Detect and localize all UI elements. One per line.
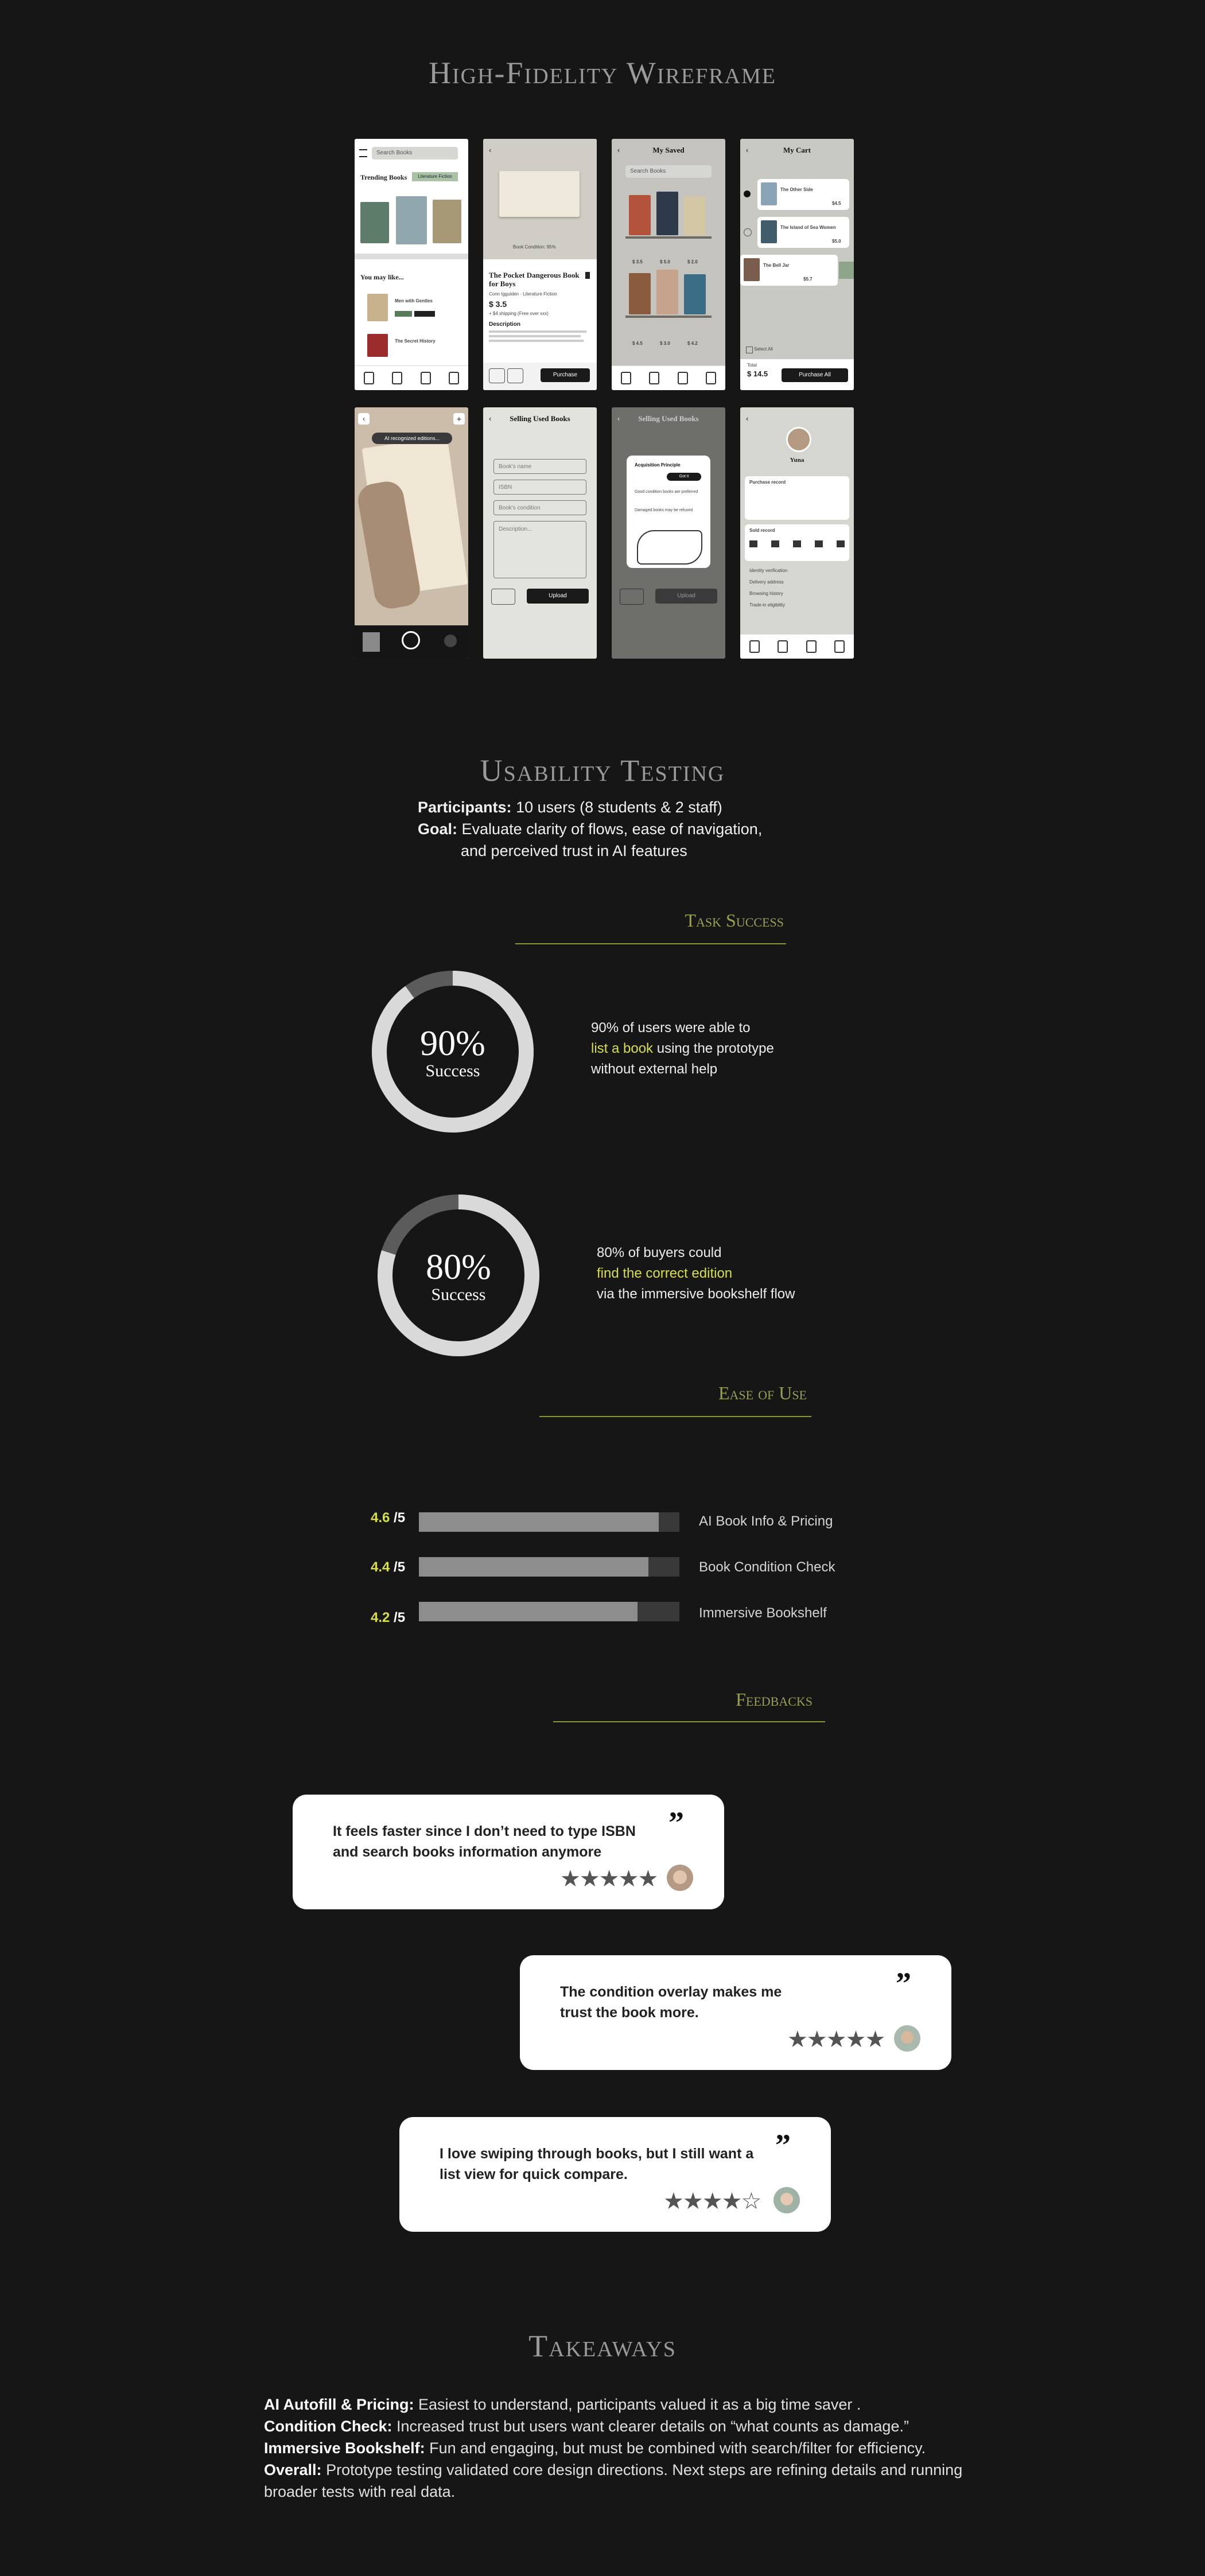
stat-2-text: 80% of buyers could find the correct edition via the immersive bookshelf flow	[597, 1245, 795, 1302]
rating-score: 4.4 /5	[371, 1559, 406, 1575]
book-photo	[499, 171, 580, 217]
saved-book[interactable]	[684, 274, 706, 314]
saved-book[interactable]	[629, 195, 651, 235]
delete-swipe-action[interactable]	[839, 262, 854, 279]
phone-detail	[483, 139, 597, 390]
ease-of-use-title: Ease of Use	[718, 1383, 807, 1403]
modal-title: Acquisition Principle	[635, 462, 681, 468]
chat-button[interactable]	[491, 589, 515, 605]
menu-item[interactable]: Delivery address	[749, 579, 784, 585]
phone-home	[355, 139, 468, 390]
rating-label: AI Book Info & Pricing	[699, 1513, 833, 1529]
participants-line: Participants: 10 users (8 students & 2 staff)	[418, 799, 722, 816]
ring-label: Success	[425, 1061, 480, 1080]
nav-me-icon[interactable]	[834, 640, 845, 653]
avatar[interactable]	[786, 427, 811, 452]
checkout-button[interactable]: Purchase All	[782, 368, 848, 382]
quote-icon: ”	[896, 1966, 911, 2001]
total-amount: $ 14.5	[747, 369, 768, 378]
switch-camera-icon[interactable]	[444, 635, 457, 647]
record-icon	[793, 540, 801, 547]
upload-button-disabled: Upload	[655, 589, 717, 604]
usability-title: Usability Testing	[480, 753, 725, 788]
record-icon	[815, 540, 823, 547]
star-rating: ★★★★★	[560, 1866, 658, 1892]
nav-saved-icon[interactable]	[678, 372, 688, 384]
back-icon[interactable]: ‹	[746, 414, 749, 423]
cart-checkbox[interactable]	[744, 228, 752, 236]
back-icon[interactable]: ‹	[617, 414, 620, 423]
saved-book[interactable]	[656, 270, 678, 314]
feedback-card	[520, 1955, 951, 2070]
saved-book[interactable]	[629, 273, 651, 314]
quote-icon: ”	[668, 1805, 684, 1840]
rating-bar-fill	[419, 1512, 659, 1532]
record-icon	[771, 540, 779, 547]
stat-1-text: 90% of users were able to list a book using the prototype without external help	[591, 1020, 774, 1077]
record-icon	[837, 540, 845, 547]
phone-camera	[355, 407, 468, 659]
rating-bar-fill	[419, 1602, 638, 1621]
bottom-nav	[612, 365, 725, 390]
nav-buy-icon[interactable]	[621, 372, 631, 384]
upload-button[interactable]: Upload	[527, 589, 589, 604]
gallery-thumbnail[interactable]	[363, 632, 380, 652]
phone-sell-modal	[612, 407, 725, 659]
back-icon[interactable]: ‹	[489, 414, 492, 423]
trending-heading: Trending Books	[360, 173, 407, 181]
cart-item-title: The Other Side	[780, 187, 813, 192]
menu-item[interactable]: Trade-in eligibility	[749, 602, 785, 608]
book-name-field[interactable]: Book's name	[493, 459, 586, 474]
nav-me-icon[interactable]	[706, 372, 716, 384]
book-price: $ 3.5	[489, 299, 507, 309]
avatar	[667, 1865, 693, 1891]
wireframe-title: High-Fidelity Wireframe	[428, 56, 776, 90]
success-ring-1	[371, 970, 535, 1134]
takeaways-title: Takeaways	[528, 2329, 677, 2363]
sold-record-heading[interactable]: Sold record	[749, 528, 775, 533]
select-all-checkbox[interactable]	[746, 347, 753, 353]
rating-bar-fill	[419, 1557, 648, 1577]
takeaway-item: Overall: Prototype testing validated core design directions. Next steps are refining details and running broader tests with real data.	[264, 2461, 963, 2500]
book-cover[interactable]	[433, 200, 461, 243]
nav-sell-icon[interactable]	[778, 640, 788, 653]
rating-bar	[419, 1512, 679, 1532]
saved-price: $ 3.0	[660, 341, 670, 346]
description-field[interactable]: Description...	[493, 521, 586, 578]
saved-price: $ 5.0	[660, 259, 670, 264]
star-rating: ★★★★☆	[663, 2189, 761, 2214]
record-icon	[749, 540, 757, 547]
nav-buy-icon[interactable]	[749, 640, 760, 653]
cart-item-title: The Island of Sea Women	[780, 225, 836, 230]
rating-label: Book Condition Check	[699, 1559, 835, 1575]
cart-item-title: The Bell Jar	[763, 263, 790, 268]
nav-sell-icon[interactable]	[649, 372, 659, 384]
profile-name: Yuna	[790, 457, 804, 464]
back-icon[interactable]: ‹	[617, 146, 620, 154]
ring-value: 90%	[420, 1024, 485, 1063]
select-all-label: Select All	[754, 347, 773, 352]
cart-button[interactable]	[507, 368, 523, 383]
nav-saved-icon[interactable]	[806, 640, 817, 653]
purchase-record-heading[interactable]: Purchase record	[749, 480, 786, 485]
rating-label: Immersive Bookshelf	[699, 1605, 827, 1621]
rating-bar	[419, 1602, 679, 1621]
saved-price: $ 4.2	[687, 341, 698, 346]
takeaway-item: Condition Check: Increased trust but users want clearer details on “what counts as damage.”	[264, 2418, 909, 2435]
nav-sell-icon[interactable]	[392, 372, 402, 384]
menu-item[interactable]: Browsing history	[749, 591, 783, 596]
takeaway-item: Immersive Bookshelf: Fun and engaging, but must be combined with search/filter for efficiency.	[264, 2439, 926, 2457]
takeaway-item: AI Autofill & Pricing: Easiest to understand, participants valued it as a big time saver .	[264, 2396, 861, 2413]
saved-price: $ 3.5	[632, 259, 643, 264]
ring-label: Success	[431, 1285, 486, 1304]
sell-title: Selling Used Books	[638, 414, 699, 423]
feedback-quote: The condition overlay makes me trust the book more.	[560, 1984, 782, 2021]
isbn-field[interactable]: ISBN	[493, 480, 586, 495]
cart-item-price: $5.7	[803, 277, 813, 282]
divider	[539, 1416, 811, 1417]
cart-item-price: $4.5	[832, 201, 841, 206]
goal-line: Goal: Evaluate clarity of flows, ease of navigation,	[418, 820, 763, 838]
goal-line-2: and perceived trust in AI features	[461, 842, 687, 859]
back-icon[interactable]: ‹	[746, 146, 749, 154]
phone-sell	[483, 407, 597, 659]
list-item-title: Men with Gentles	[395, 298, 433, 303]
book-cover[interactable]	[396, 196, 427, 244]
ring-value: 80%	[426, 1248, 491, 1287]
cart-item-price: $5.0	[832, 239, 841, 244]
ai-recognition-pill: AI recognized editions...	[372, 433, 452, 444]
saved-book[interactable]	[684, 196, 706, 235]
genre-tag[interactable]: Literature Fiction	[412, 172, 458, 181]
search-input[interactable]: Search Books	[372, 147, 458, 159]
modal-line-2: Damaged books may be refused	[635, 508, 693, 512]
quote-icon: ”	[775, 2128, 791, 2162]
book-cover[interactable]	[360, 202, 389, 243]
avatar	[894, 2025, 920, 2052]
total-label: Total	[747, 363, 757, 368]
sell-title: Selling Used Books	[510, 414, 570, 423]
description-label: Description	[489, 321, 521, 328]
phone-saved	[612, 139, 725, 390]
saved-book[interactable]	[656, 192, 678, 235]
purchase-button[interactable]: Purchase	[541, 368, 590, 382]
modal-line-1: Good condition books are preferred	[635, 490, 698, 494]
list-item-title: The Secret History	[395, 338, 436, 344]
task-success-title: Task Success	[685, 910, 784, 931]
nav-buy-icon[interactable]	[364, 372, 374, 384]
add-icon[interactable]: +	[453, 413, 465, 425]
star-rating: ★★★★★	[787, 2027, 885, 2052]
avatar	[773, 2187, 800, 2213]
book-thumb[interactable]	[367, 294, 388, 321]
condition-text: Book Condition: 95%	[513, 244, 556, 250]
back-icon[interactable]: ‹	[358, 413, 370, 425]
saved-price: $ 4.5	[632, 341, 643, 346]
cart-title: My Cart	[783, 146, 811, 154]
shipping-text: + $4 shipping (Free over xxx)	[489, 311, 549, 316]
feedback-card	[293, 1795, 724, 1909]
feedback-quote: It feels faster since I don’t need to type ISBN and search books information anymore	[333, 1823, 636, 1860]
cart-checkbox[interactable]	[744, 190, 751, 197]
book-thumb[interactable]	[367, 334, 388, 357]
divider	[515, 943, 786, 944]
phone-profile	[740, 407, 854, 659]
feedbacks-title: Feedbacks	[736, 1689, 813, 1710]
chat-button[interactable]	[489, 368, 505, 383]
back-icon[interactable]: ‹	[489, 146, 492, 154]
divider	[553, 1721, 825, 1722]
book-illustration	[637, 530, 702, 565]
bottom-nav	[740, 634, 854, 659]
nav-saved-icon[interactable]	[421, 372, 431, 384]
bottom-nav	[355, 365, 468, 390]
menu-item[interactable]: Identity verification	[749, 568, 788, 573]
rating-bar	[419, 1557, 679, 1577]
phone-cart	[740, 139, 854, 390]
bookmark-icon[interactable]	[585, 272, 590, 279]
rating-score: 4.6 /5	[371, 1510, 406, 1526]
book-author: Conn Iggulden · Literature Fiction	[489, 291, 557, 297]
saved-title: My Saved	[652, 146, 685, 154]
feedback-card	[399, 2117, 831, 2232]
got-it-button[interactable]: Got it	[667, 473, 701, 481]
search-input[interactable]: Search Books	[625, 165, 712, 178]
nav-me-icon[interactable]	[449, 372, 459, 384]
menu-icon[interactable]	[359, 149, 367, 157]
condition-field[interactable]: Book's condition	[493, 500, 586, 515]
you-may-like-heading: You may like...	[360, 273, 404, 281]
saved-price: $ 2.0	[687, 259, 698, 264]
shutter-button[interactable]	[402, 631, 420, 649]
feedback-quote: I love swiping through books, but I still want a list view for quick compare.	[440, 2146, 754, 2182]
success-ring-2	[376, 1193, 541, 1357]
rating-score: 4.2 /5	[371, 1610, 406, 1625]
book-title: The Pocket Dangerous Book for Boys	[489, 271, 580, 288]
